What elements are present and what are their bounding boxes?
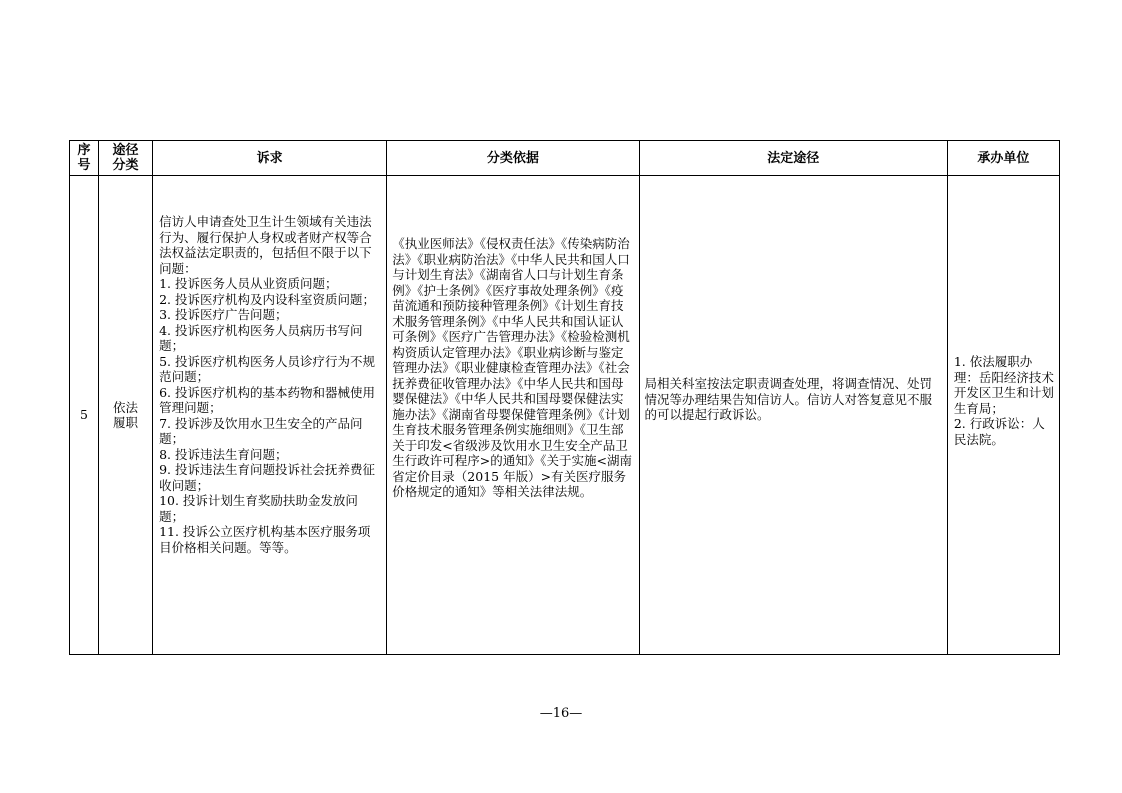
table-row bbox=[70, 176, 1060, 655]
header-seq-line2: 号 bbox=[77, 158, 91, 173]
header-category-line1: 途径 bbox=[112, 143, 139, 158]
table-header-row bbox=[70, 141, 1060, 176]
row-seq: 5 bbox=[70, 176, 99, 655]
header-seq-line1: 序 bbox=[77, 143, 91, 158]
header-unit: 承办单位 bbox=[947, 141, 1059, 176]
legal-route-text: 局相关科室按法定职责调查处理，将调查情况、处罚情况等办理结果告知信访人。信访人对答复意见不服的可以提起行政诉讼。 bbox=[644, 376, 933, 422]
row-claims bbox=[153, 176, 387, 655]
claims-item-2: 2. 投诉医疗机构及内设科室资质问题； bbox=[159, 291, 375, 307]
row-category-line2: 履职 bbox=[113, 415, 139, 430]
row-category-line1: 依法 bbox=[113, 399, 139, 415]
header-basis: 分类依据 bbox=[387, 141, 639, 176]
unit-item-1: 1. 依法履职办理：岳阳经济技术开发区卫生和计划生育局； bbox=[953, 354, 1054, 416]
claims-item-8: 8. 投诉违法生育问题； bbox=[159, 446, 288, 462]
claims-intro: 信访人申请查处卫生计生领域有关违法行为、履行保护人身权或者财产权等合法权益法定职责的，包括但不限于以下问题： bbox=[159, 214, 372, 276]
claims-item-10: 10. 投诉计划生育奖励扶助金发放问题； bbox=[159, 493, 358, 524]
claims-item-6: 6. 投诉医疗机构的基本药物和器械使用管理问题； bbox=[159, 384, 375, 415]
claims-item-7: 7. 投诉涉及饮用水卫生安全的产品问题； bbox=[159, 415, 363, 446]
header-claims: 诉求 bbox=[153, 141, 387, 176]
header-legal-route: 法定途径 bbox=[639, 141, 947, 176]
claims-item-1: 1. 投诉医务人员从业资质问题； bbox=[159, 276, 338, 291]
complaint-classification-table bbox=[69, 140, 1060, 655]
claims-item-5: 5. 投诉医疗机构医务人员诊疗行为不规范问题； bbox=[159, 353, 375, 384]
unit-item-2: 2. 行政诉讼：人民法院。 bbox=[953, 416, 1045, 447]
page-number: —16— bbox=[539, 706, 583, 721]
header-category-line2: 分类 bbox=[112, 158, 139, 173]
header-seq bbox=[70, 141, 99, 176]
row-unit bbox=[947, 176, 1059, 655]
claims-item-9: 9. 投诉违法生育问题投诉社会抚养费征收问题； bbox=[159, 462, 375, 493]
row-legal-route bbox=[639, 176, 947, 655]
claims-item-3: 3. 投诉医疗广告问题； bbox=[159, 307, 288, 322]
row-category bbox=[99, 176, 153, 655]
header-category bbox=[99, 141, 153, 176]
basis-text: 《执业医师法》《侵权责任法》《传染病防治法》《职业病防治法》《中华人民共和国人口与计划生育法》《湖南省人口与计划生育条例》《护士条例》《医疗事故处理条例》《疫苗流通和预防接种管理条例》《计划生育技术服务管理条例》《中华人民共和国认证认可条例》《医疗广告管理办法》《检验检测机构资质认定管理办法》《职业病诊断与鉴定管理办法》《职业健康检查管理办法》《社会抚养费征收管理办法》《中华人民共和国母婴保健法》《中华人民共和国母婴保健法实施办法》《湖南省母婴保健管理条例》《计划生育技术服务管理条例实施细则》《卫生部关于印发<省级涉及饮用水卫生安全产品卫生行政许可程序>的通知》《关于实施<湖南省定价目录（2015 年版）>有关医疗服务价格规定的通知》等相关法律法规。 bbox=[392, 236, 632, 499]
row-basis bbox=[387, 176, 639, 655]
claims-item-4: 4. 投诉医疗机构医务人员病历书写问题； bbox=[159, 322, 363, 353]
claims-item-11: 11. 投诉公立医疗机构基本医疗服务项目价格相关问题。等等。 bbox=[159, 524, 371, 555]
